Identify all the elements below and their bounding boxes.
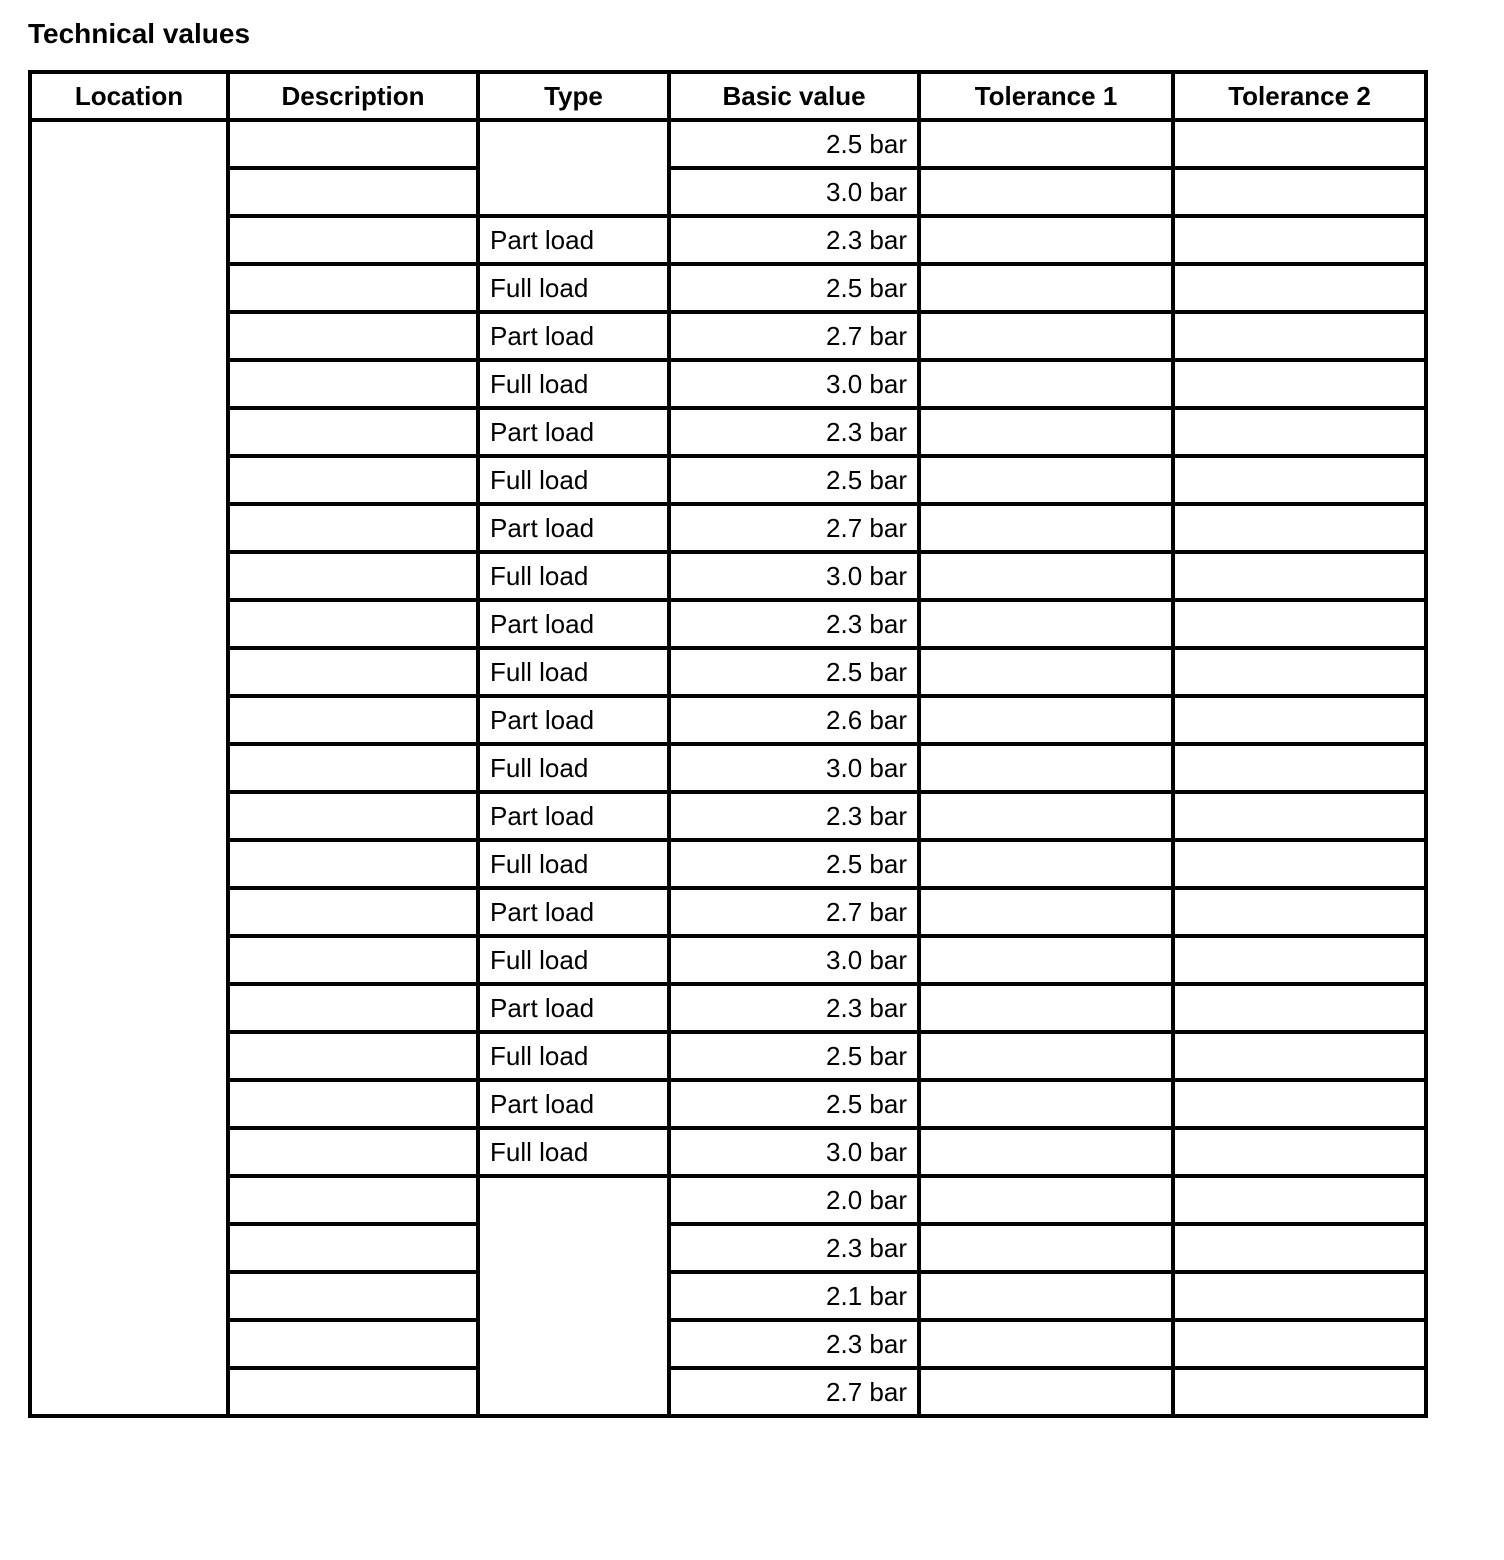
table-row [30,648,1426,696]
table-row [30,312,1426,360]
tolerance-2-cell [1173,888,1426,936]
table-row [30,888,1426,936]
basic-value-cell: 3.0 bar [669,360,919,408]
tolerance-1-cell [919,456,1173,504]
table-row [30,936,1426,984]
tolerance-2-cell [1173,1320,1426,1368]
description-cell [228,1080,478,1128]
tolerance-1-cell [919,1080,1173,1128]
basic-value-cell: 3.0 bar [669,936,919,984]
tolerance-2-cell [1173,312,1426,360]
type-cell: Part load [478,984,669,1032]
table-row [30,504,1426,552]
tolerance-1-cell [919,1272,1173,1320]
description-cell [228,600,478,648]
type-cell: Full load [478,1128,669,1176]
header-row [30,72,1426,120]
tolerance-1-cell [919,552,1173,600]
basic-value-cell: 2.5 bar [669,264,919,312]
tolerance-1-cell [919,312,1173,360]
description-cell [228,168,478,216]
tolerance-2-cell [1173,552,1426,600]
header-location: Location [30,72,228,120]
table-row [30,792,1426,840]
type-cell: Full load [478,552,669,600]
type-cell: Full load [478,1032,669,1080]
tolerance-1-cell [919,360,1173,408]
header-description: Description [228,72,478,120]
table-row [30,1320,1426,1368]
tolerance-2-cell [1173,408,1426,456]
tolerance-2-cell [1173,1032,1426,1080]
table-row [30,168,1426,216]
basic-value-cell: 3.0 bar [669,744,919,792]
description-cell [228,1272,478,1320]
basic-value-cell: 2.3 bar [669,1224,919,1272]
type-cell: Full load [478,360,669,408]
page-title: Technical values [28,18,251,49]
table-row [30,120,1426,168]
tolerance-1-cell [919,936,1173,984]
description-cell [228,1224,478,1272]
table-row [30,1128,1426,1176]
tolerance-2-cell [1173,456,1426,504]
basic-value-cell: 2.7 bar [669,1368,919,1416]
table-row [30,984,1426,1032]
tolerance-1-cell [919,1320,1173,1368]
table-row [30,744,1426,792]
header-type: Type [478,72,669,120]
type-cell: Part load [478,216,669,264]
description-cell [228,216,478,264]
tolerance-1-cell [919,840,1173,888]
header-tolerance-1: Tolerance 1 [919,72,1173,120]
basic-value-cell: 3.0 bar [669,168,919,216]
table-row [30,552,1426,600]
type-cell-merged [478,1176,669,1416]
tolerance-1-cell [919,696,1173,744]
type-cell: Part load [478,312,669,360]
table-row [30,264,1426,312]
tolerance-1-cell [919,1224,1173,1272]
type-cell: Full load [478,744,669,792]
tolerance-2-cell [1173,840,1426,888]
basic-value-cell: 2.3 bar [669,216,919,264]
basic-value-cell: 2.7 bar [669,504,919,552]
type-cell: Full load [478,648,669,696]
basic-value-cell: 2.7 bar [669,312,919,360]
description-cell [228,792,478,840]
basic-value-cell: 2.7 bar [669,888,919,936]
tolerance-1-cell [919,408,1173,456]
tolerance-2-cell [1173,1272,1426,1320]
tolerance-1-cell [919,792,1173,840]
description-cell [228,1320,478,1368]
table-row [30,1224,1426,1272]
table-row [30,1272,1426,1320]
tolerance-2-cell [1173,1080,1426,1128]
tolerance-1-cell [919,120,1173,168]
description-cell [228,360,478,408]
tolerance-2-cell [1173,264,1426,312]
description-cell [228,696,478,744]
table-row [30,1176,1426,1224]
tolerance-2-cell [1173,168,1426,216]
description-cell [228,888,478,936]
table-row [30,1080,1426,1128]
tolerance-2-cell [1173,1368,1426,1416]
description-cell [228,120,478,168]
tolerance-2-cell [1173,216,1426,264]
description-cell [228,408,478,456]
tolerance-2-cell [1173,936,1426,984]
basic-value-cell: 2.3 bar [669,408,919,456]
basic-value-cell: 3.0 bar [669,1128,919,1176]
description-cell [228,312,478,360]
type-cell: Part load [478,504,669,552]
type-cell: Part load [478,792,669,840]
tolerance-1-cell [919,600,1173,648]
tolerance-2-cell [1173,1128,1426,1176]
basic-value-cell: 2.6 bar [669,696,919,744]
basic-value-cell: 2.3 bar [669,600,919,648]
type-cell: Part load [478,1080,669,1128]
type-cell: Part load [478,600,669,648]
tolerance-1-cell [919,1368,1173,1416]
description-cell [228,1128,478,1176]
description-cell [228,456,478,504]
tolerance-1-cell [919,1128,1173,1176]
table-row [30,408,1426,456]
tolerance-1-cell [919,504,1173,552]
tolerance-1-cell [919,888,1173,936]
table-row [30,696,1426,744]
location-cell [30,120,228,1416]
basic-value-cell: 2.5 bar [669,1080,919,1128]
table-row [30,1032,1426,1080]
description-cell [228,264,478,312]
tolerance-2-cell [1173,1224,1426,1272]
basic-value-cell: 2.3 bar [669,1320,919,1368]
tolerance-2-cell [1173,984,1426,1032]
tolerance-1-cell [919,264,1173,312]
tolerance-2-cell [1173,792,1426,840]
basic-value-cell: 3.0 bar [669,552,919,600]
basic-value-cell: 2.5 bar [669,1032,919,1080]
tolerance-2-cell [1173,600,1426,648]
type-cell: Part load [478,888,669,936]
type-cell: Full load [478,264,669,312]
description-cell [228,648,478,696]
table-row [30,216,1426,264]
tolerance-2-cell [1173,744,1426,792]
basic-value-cell: 2.5 bar [669,648,919,696]
table-body [30,120,1426,1416]
description-cell [228,504,478,552]
table-row [30,360,1426,408]
table-row [30,1368,1426,1416]
type-cell-merged [478,120,669,216]
table-row [30,600,1426,648]
basic-value-cell: 2.5 bar [669,456,919,504]
tolerance-1-cell [919,984,1173,1032]
description-cell [228,1176,478,1224]
tolerance-2-cell [1173,1176,1426,1224]
description-cell [228,1368,478,1416]
type-cell: Full load [478,456,669,504]
tolerance-2-cell [1173,648,1426,696]
tolerance-2-cell [1173,120,1426,168]
tolerance-1-cell [919,648,1173,696]
header-tolerance-2: Tolerance 2 [1173,72,1426,120]
tolerance-1-cell [919,1032,1173,1080]
table-row [30,840,1426,888]
description-cell [228,744,478,792]
type-cell: Full load [478,936,669,984]
description-cell [228,984,478,1032]
description-cell [228,840,478,888]
description-cell [228,936,478,984]
basic-value-cell: 2.3 bar [669,984,919,1032]
header-basic-value: Basic value [669,72,919,120]
basic-value-cell: 2.5 bar [669,120,919,168]
technical-values-table [28,70,1428,1418]
basic-value-cell: 2.3 bar [669,792,919,840]
description-cell [228,1032,478,1080]
type-cell: Part load [478,408,669,456]
table-row [30,456,1426,504]
tolerance-2-cell [1173,360,1426,408]
basic-value-cell: 2.1 bar [669,1272,919,1320]
tolerance-2-cell [1173,504,1426,552]
description-cell [228,552,478,600]
tolerance-1-cell [919,168,1173,216]
tolerance-1-cell [919,216,1173,264]
type-cell: Part load [478,696,669,744]
tolerance-1-cell [919,744,1173,792]
basic-value-cell: 2.0 bar [669,1176,919,1224]
basic-value-cell: 2.5 bar [669,840,919,888]
tolerance-2-cell [1173,696,1426,744]
type-cell: Full load [478,840,669,888]
tolerance-1-cell [919,1176,1173,1224]
